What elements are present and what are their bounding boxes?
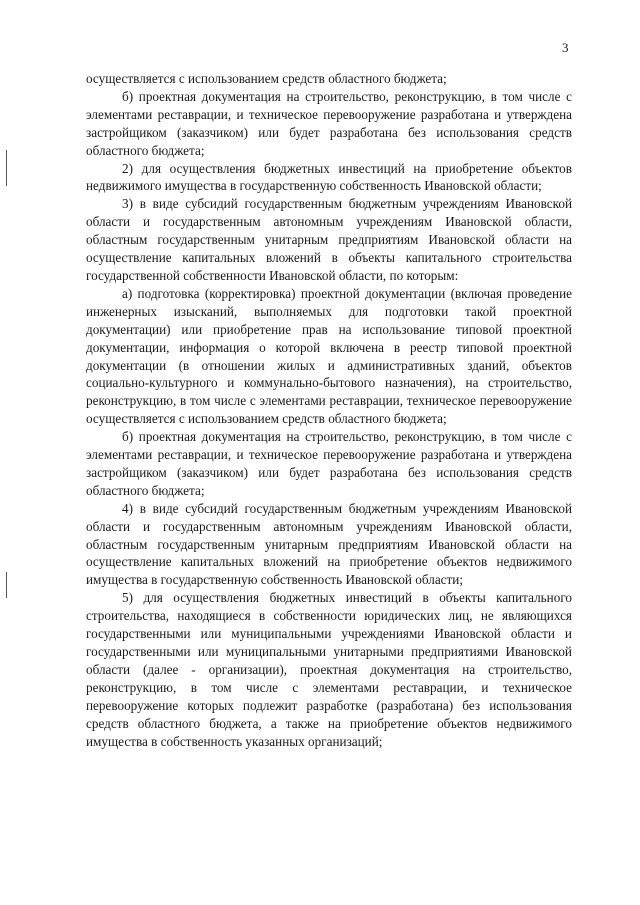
- scan-margin-mark: [6, 150, 7, 186]
- paragraph-3a: а) подготовка (корректировка) проектной документации (включая проведение инженерных изысканий, выполняемых для подготовки такой проектной документации) или приобретение прав на использование типовой проектной документации, информация о которой включена в реестр типовой проектной документации (в отношении жилых и административных зданий, объектов социально-культурного и коммунально-бытового назначения), на строительство, реконструкцию, в том числе с элементами реставрации, техническое перевооружение осуществляется с использованием средств областного бюджета;: [86, 285, 572, 427]
- page-number: 3: [562, 40, 569, 55]
- paragraph-continuation: осуществляется с использованием средств областного бюджета;: [86, 71, 447, 86]
- paragraph-1b: б) проектная документация на строительство, реконструкцию, в том числе с элементами реставрации, и техническое перевооружение разработана и утверждена застройщиком (заказчиком) или будет разработана без использования средств областного бюджета;: [86, 88, 572, 158]
- paragraph-3: 3) в виде субсидий государственным бюджетным учреждениям Ивановской области и государственным автономным учреждениям Ивановской области, областным государственным унитарным предприятиям Ивановской области на осуществление капитальных вложений в объекты капитального строительства государственной собственности Ивановской области, по которым:: [86, 196, 572, 283]
- paragraph-3b: б) проектная документация на строительство, реконструкцию, в том числе с элементами реставрации, и техническое перевооружение разработана и утверждена застройщиком (заказчиком) или будет разработана без использования средств областного бюджета;: [86, 429, 572, 498]
- document-body: [86, 70, 572, 750]
- paragraph-5: 5) для осуществления бюджетных инвестиций в объекты капитального строительства, находящиеся в собственности юридических лиц, не являющихся государственными или муниципальными учреждениями Ивановской области и государственными или муниципальными унитарными предприятиями Ивановской области (далее - организации), проектная документация на строительство, реконструкцию, в том числе с элементами реставрации, и техническое перевооружение которых подлежит разработке (разработана) без использования средств областного бюджета, а также на приобретение объектов недвижимого имущества в собственность указанных организаций;: [86, 590, 572, 749]
- paragraph-2: 2) для осуществления бюджетных инвестиций на приобретение объектов недвижимого имущества в государственную собственность Ивановской области;: [86, 160, 572, 194]
- scan-margin-mark: [6, 572, 7, 598]
- paragraph-4: 4) в виде субсидий государственным бюджетным учреждениям Ивановской области и государственным автономным учреждениям Ивановской области, областным государственным унитарным предприятиям Ивановской области на осуществление капитальных вложений на приобретение объектов недвижимого имущества в государственную собственность Ивановской области;: [86, 500, 572, 588]
